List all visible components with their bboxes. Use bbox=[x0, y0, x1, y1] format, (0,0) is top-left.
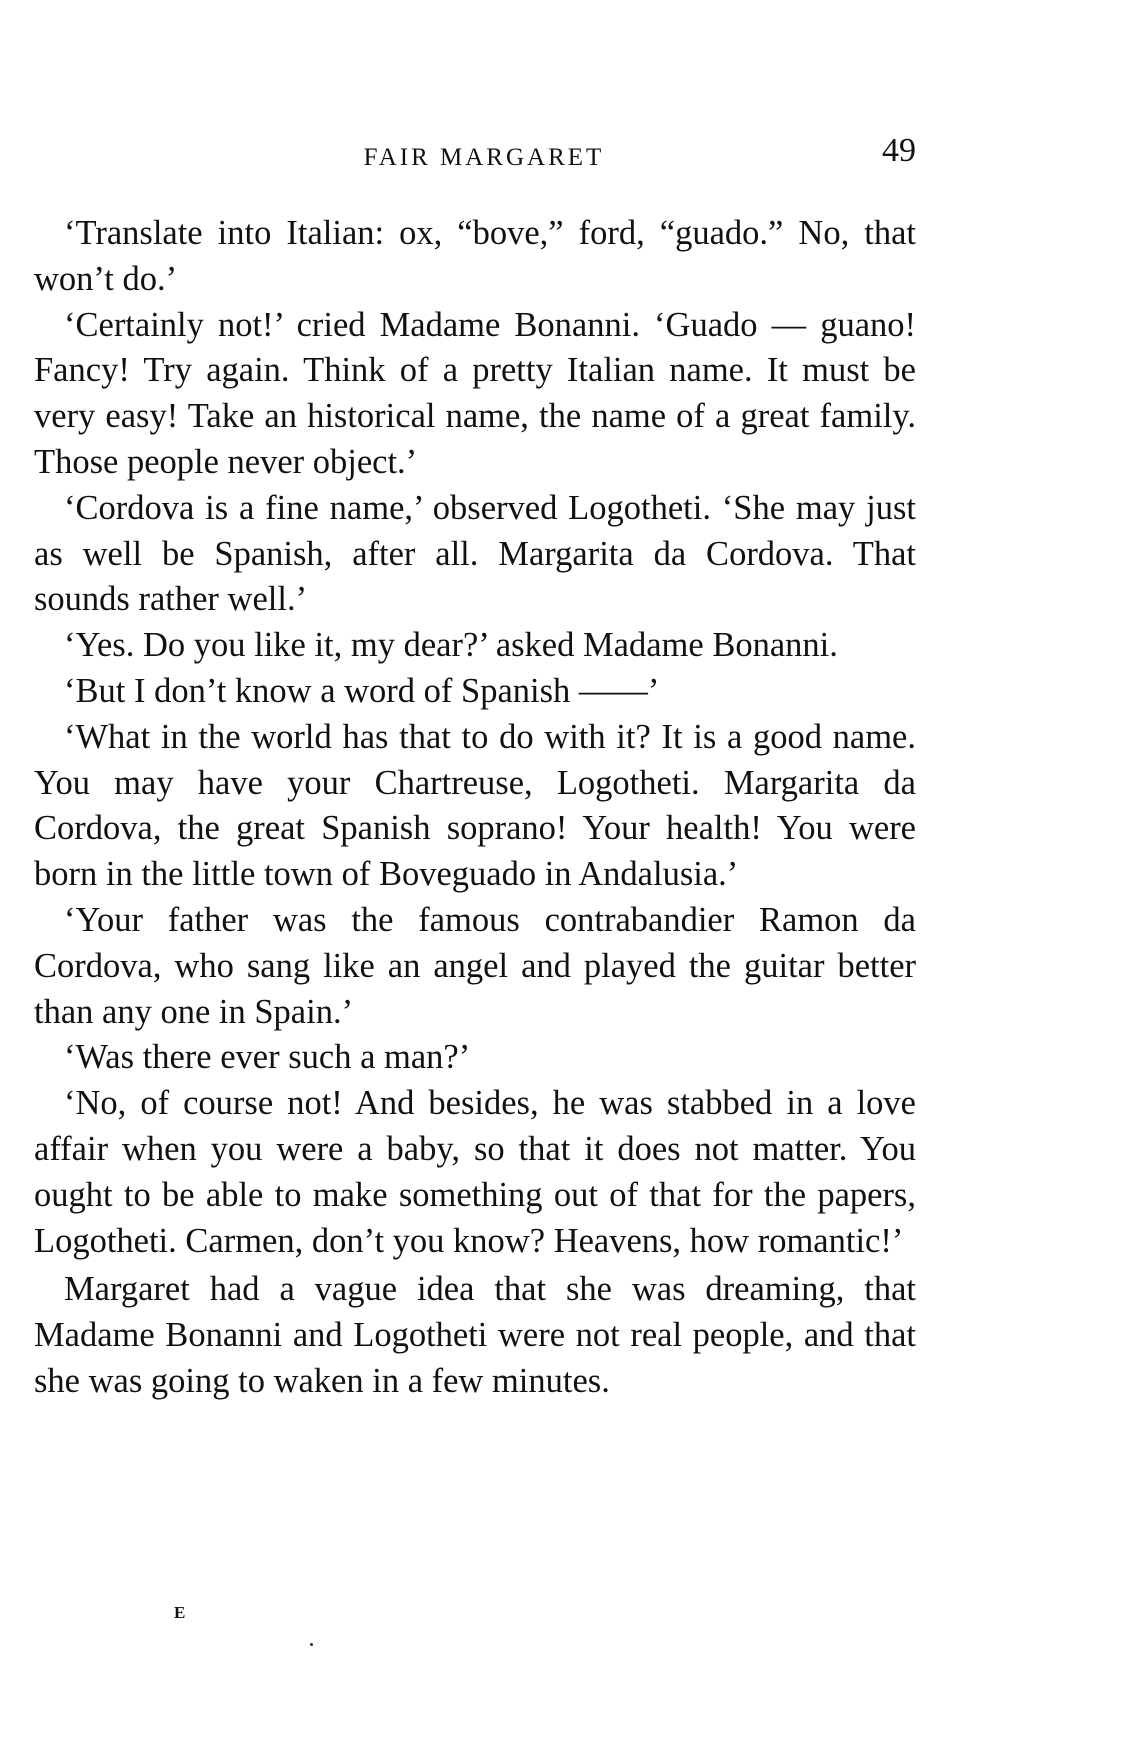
running-title: FAIR MARGARET bbox=[363, 144, 605, 171]
paragraph: ‘Certainly not!’ cried Madame Bonanni. ‘Guado — guano! Fancy! Try again. Think of a pretty Italian name. It must be very easy! Take an historical name, the name of a great family. Those people never object.’ bbox=[34, 305, 916, 481]
paragraph: ‘What in the world has that to do with it? It is a good name. You may have your Chartreuse, Logotheti. Margarita da Cordova, the great Spanish soprano! Your health! You were born in the little town of Boveguado in Andalusia.’ bbox=[34, 717, 916, 894]
paragraph: ‘No, of course not! And besides, he was stabbed in a love affair when you were a baby, so that it does not matter. You ought to be able to make something out of that for the papers, Logotheti. Carmen, don’t you know? Heavens, how romantic!’ bbox=[34, 1084, 916, 1260]
print-speck bbox=[310, 1643, 313, 1646]
paragraph: ‘Was there ever such a man?’ bbox=[64, 1038, 471, 1077]
paragraph: ‘Yes. Do you like it, my dear?’ asked Madame Bonanni. bbox=[64, 626, 838, 665]
signature-mark: E bbox=[174, 1603, 187, 1622]
page-number: 49 bbox=[882, 132, 916, 169]
paragraph: ‘But I don’t know a word of Spanish ——’ bbox=[64, 671, 660, 710]
paragraph: ‘Cordova is a fine name,’ observed Logotheti. ‘She may just as well be Spanish, after all. Margarita da Cordova. That sounds rather well.’ bbox=[34, 488, 916, 619]
paragraph: ‘Your father was the famous contrabandier Ramon da Cordova, who sang like an angel and played the guitar better than any one in Spain.’ bbox=[34, 900, 916, 1031]
paragraph: Margaret had a vague idea that she was dreaming, that Madame Bonanni and Logotheti were not real people, and that she was going to waken in a few minutes. bbox=[34, 1270, 916, 1400]
paragraph: ‘Translate into Italian: ox, “bove,” ford, “guado.” No, that won’t do.’ bbox=[34, 214, 916, 298]
running-head bbox=[34, 132, 916, 182]
body-text bbox=[34, 211, 916, 1405]
